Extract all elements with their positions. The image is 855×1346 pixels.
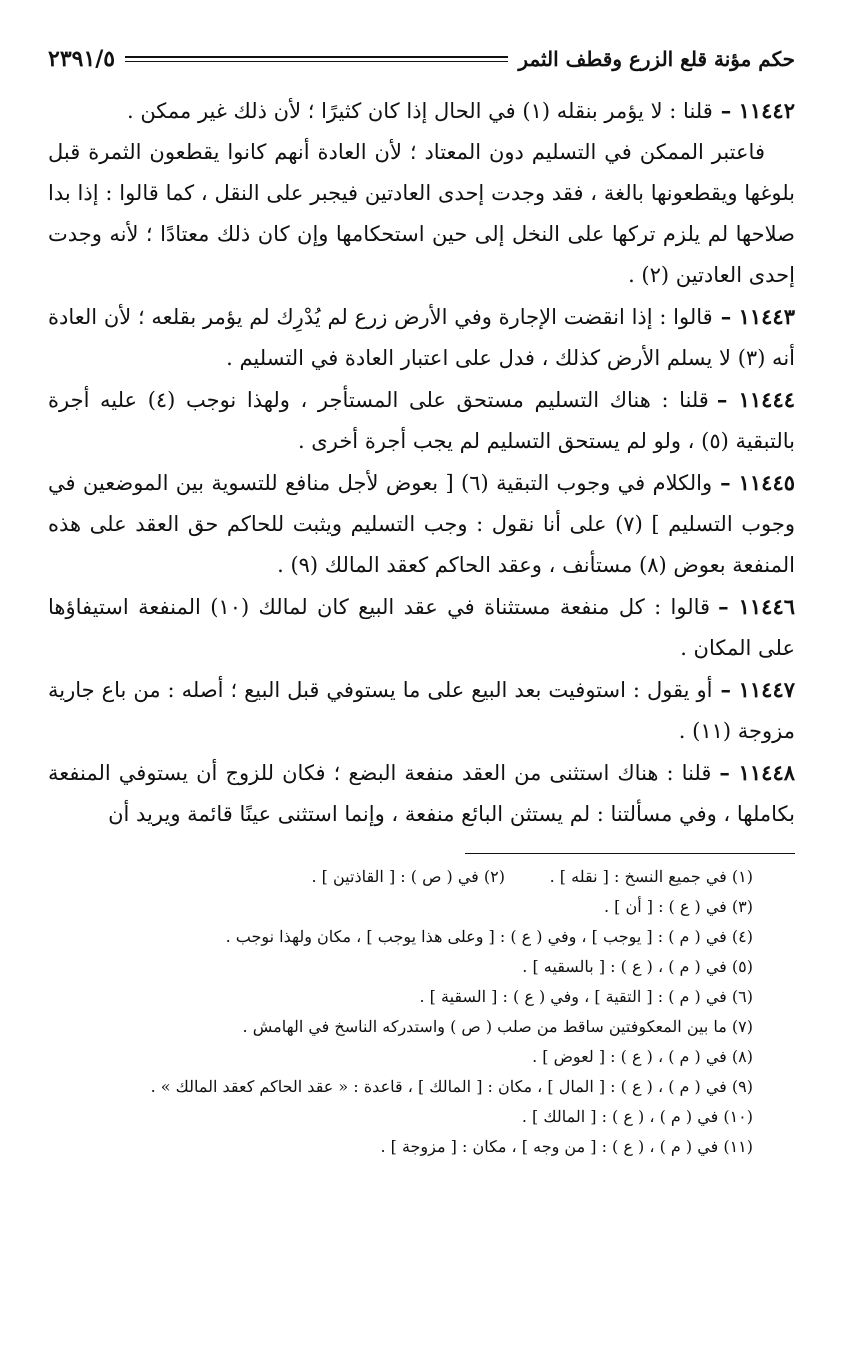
- paragraph-text: قلنا : هناك التسليم مستحق على المستأجر ، ولهذا نوجب (٤) عليه أجرة بالتبقية (٥) ، ولو لم يستحق التسليم لم يجب أجرة أخرى .: [48, 388, 795, 453]
- page-reference: ٢٣٩١/٥: [48, 46, 116, 72]
- paragraph-11447: [48, 669, 795, 752]
- paragraph-continuation: [48, 132, 795, 296]
- footnote-9: (٩) في ( م ) ، ( ع ) : [ المال ] ، مكان : [ المالك ] ، قاعدة : « عقد الحاكم كعقد المالك » .: [150, 1077, 753, 1096]
- paragraph-number: ١١٤٤٢ –: [720, 98, 795, 123]
- paragraph-number: ١١٤٤٥ –: [720, 470, 796, 495]
- footnote-7: (٧) ما بين المعكوفتين ساقط من صلب ( ص ) واستدركه الناسخ في الهامش .: [242, 1017, 753, 1036]
- running-header: [48, 34, 795, 84]
- paragraph-11446: [48, 586, 795, 669]
- paragraph-text: قلنا : هناك استثنى من العقد منفعة البضع ؛ فكان للزوج أن يستوفي المنفعة بكاملها ، وفي مسألتنا : لم يستثن البائع منفعة ، وإنما استثنى عينًا قائمة ويريد أن: [48, 761, 795, 826]
- paragraph-text: قلنا : لا يؤمر بنقله (١) في الحال إذا كان كثيرًا ؛ لأن ذلك غير ممكن .: [126, 99, 713, 123]
- paragraph-11448: [48, 752, 795, 835]
- paragraph-number: ١١٤٤٤ –: [716, 387, 796, 412]
- book-page: [48, 34, 795, 1162]
- paragraph-text: والكلام في وجوب التبقية (٦) [ بعوض لأجل منافع للتسوية بين الموضعين في وجوب التسليم ] (٧) على أنا نقول : وجب التسليم ويثبت للحاكم حق العقد على هذه المنفعة بعوض (٨) مستأنف ، وعقد الحاكم كعقد المالك (٩) .: [48, 471, 795, 577]
- footnote-divider: [465, 853, 795, 854]
- paragraph-number: ١١٤٤٦ –: [718, 594, 796, 619]
- footnote-3: (٣) في ( ع ) : [ أن ] .: [603, 897, 753, 916]
- header-rule: [125, 56, 508, 62]
- paragraph-11442: [48, 90, 795, 132]
- footnote-6: (٦) في ( م ) : [ التقية ] ، وفي ( ع ) : [ السقية ] .: [419, 987, 753, 1006]
- paragraph-text: أو يقول : استوفيت بعد البيع على ما يستوفي قبل البيع ؛ أصله : من باع جارية مزوجة (١١) .: [48, 678, 795, 743]
- paragraph-number: ١١٤٤٧ –: [720, 677, 796, 702]
- paragraph-text: قالوا : إذا انقضت الإجارة وفي الأرض زرع لم يُدْرِك لم يؤمر بقلعه ؛ لأن العادة أنه (٣) لا يسلم الأرض كذلك ، فدل على اعتبار العادة في التسليم .: [48, 305, 795, 370]
- paragraph-number: ١١٤٤٣ –: [720, 304, 795, 329]
- paragraph-11445: [48, 462, 795, 586]
- footnote-10: (١٠) في ( م ) ، ( ع ) : [ المالك ] .: [521, 1107, 753, 1126]
- paragraph-text: قالوا : كل منفعة مستثناة في عقد البيع كان لمالك (١٠) المنفعة استيفاؤها على المكان .: [48, 595, 795, 660]
- footnote-2: (٢) في ( ص ) : [ القاذتين ] .: [311, 867, 505, 886]
- footnote-row: [48, 862, 753, 892]
- paragraph-11444: [48, 379, 795, 462]
- footnote-11: (١١) في ( م ) ، ( ع ) : [ من وجه ] ، مكان : [ مزوجة ] .: [380, 1137, 753, 1156]
- paragraph-text: فاعتبر الممكن في التسليم دون المعتاد ؛ لأن العادة أنهم كانوا يقطعون الثمرة قبل بلوغها ويقطعونها بالغة ، فقد وجدت إحدى العادتين فيجبر على النقل ، كما قالوا : إذا بدا صلاحها لم يلزم تركها على النخل إلى حين استحكامها وإن كان ذلك معتادًا ؛ لأنه وجدت إحدى العادتين (٢) .: [48, 140, 795, 287]
- paragraph-number: ١١٤٤٨ –: [719, 760, 796, 785]
- footnote-4: (٤) في ( م ) : [ يوجب ] ، وفي ( ع ) : [ وعلى هذا يوجب ] ، مكان ولهذا نوجب .: [225, 927, 753, 946]
- footnote-1: (١) في جميع النسخ : [ نقله ] .: [549, 867, 753, 886]
- main-text: [48, 90, 795, 835]
- footnotes: [48, 862, 795, 1162]
- chapter-title: حكم مؤنة قلع الزرع وقطف الثمر: [518, 47, 795, 71]
- footnote-8: (٨) في ( م ) ، ( ع ) : [ لعوض ] .: [532, 1047, 753, 1066]
- footnote-5: (٥) في ( م ) ، ( ع ) : [ بالسقيه ] .: [522, 957, 753, 976]
- paragraph-11443: [48, 296, 795, 379]
